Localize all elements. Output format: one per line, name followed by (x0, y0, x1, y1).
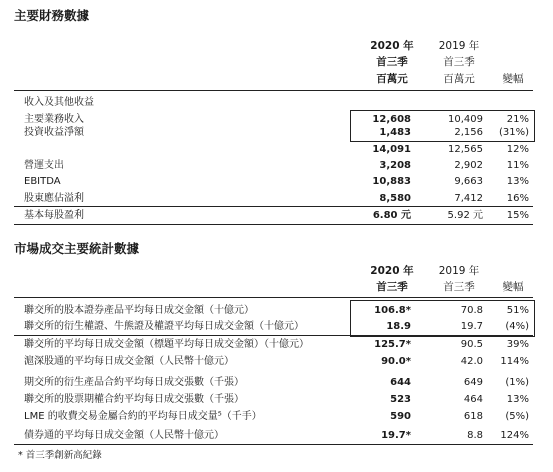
value-2019: 8.8 (467, 430, 483, 441)
subtotal-change: 12% (506, 144, 529, 155)
row-label: 主要業務收入 (24, 114, 84, 125)
value-change: 16% (506, 193, 529, 204)
value-2019: 5.92 元 (447, 210, 483, 221)
value-change: (4%) (505, 321, 529, 332)
row-label: 股東應佔溢利 (24, 193, 84, 204)
value-2019: 42.0 (460, 356, 483, 367)
subtotal-2020: 14,091 (372, 144, 411, 155)
header-2020-period: 首三季 (376, 56, 408, 68)
footnote: * 首三季創新高紀錄 (18, 450, 102, 461)
financial-header-rule (14, 90, 533, 91)
value-2020: 644 (390, 377, 411, 388)
market-header-rule (14, 297, 533, 298)
value-2020: 19.7* (381, 430, 411, 441)
value-2019: 19.7 (460, 321, 483, 332)
row-label: 債券通的平均每日成交金額（人民幣十億元） (24, 430, 224, 441)
value-2020: 125.7* (374, 339, 411, 350)
header-change: 變幅 (502, 281, 524, 293)
financial-row-rule (14, 206, 533, 207)
value-2019: 464 (463, 394, 483, 405)
value-2020: 590 (390, 411, 411, 422)
financial-section-title: 主要財務數據 (14, 8, 90, 23)
value-2019: 649 (463, 377, 483, 388)
row-label: 投資收益淨額 (24, 127, 84, 138)
row-label: 期交所的衍生產品合約平均每日成交張數（千張） (24, 377, 244, 388)
row-label: 基本每股盈利 (24, 210, 84, 221)
row-label: 聯交所的平均每日成交金額（標題平均每日成交金額）（十億元） (24, 339, 309, 350)
header-2020-period: 首三季 (376, 281, 408, 293)
value-2019: 70.8 (460, 305, 483, 316)
value-change: (5%) (505, 411, 529, 422)
value-change: 11% (506, 160, 529, 171)
row-label: LME 的收費交易金屬合約的平均每日成交量⁵（千手） (24, 411, 262, 422)
value-2019: 9,663 (454, 176, 483, 187)
value-2020: 3,208 (379, 160, 411, 171)
row-label: 營運支出 (24, 160, 64, 171)
value-change: 124% (500, 430, 529, 441)
value-2019: 7,412 (454, 193, 483, 204)
value-2019: 618 (463, 411, 483, 422)
value-2020: 1,483 (379, 127, 411, 138)
value-change: 21% (506, 114, 529, 125)
subtotal-2019: 12,565 (448, 144, 483, 155)
value-2020: 10,883 (372, 176, 411, 187)
value-2020: 106.8* (374, 305, 411, 316)
section-label-income: 收入及其他收益 (24, 97, 94, 108)
header-2020-year: 2020 年 (370, 40, 414, 52)
value-2019: 2,156 (454, 127, 483, 138)
value-change: 39% (506, 339, 529, 350)
row-label: 聯交所的股本證券產品平均每日成交金額（十億元） (24, 305, 254, 316)
value-change: (31%) (498, 127, 529, 138)
value-change: 13% (506, 394, 529, 405)
header-change: 變幅 (502, 73, 524, 85)
header-2020-year: 2020 年 (370, 265, 414, 277)
row-label: 聯交所的股票期權合約平均每日成交張數（千張） (24, 394, 244, 405)
market-row-rule (14, 335, 533, 336)
value-2020: 8,580 (379, 193, 411, 204)
value-2020: 523 (390, 394, 411, 405)
value-2020: 6.80 元 (372, 210, 411, 221)
row-label: 滬深股通的平均每日成交金額（人民幣十億元） (24, 356, 234, 367)
value-2019: 90.5 (460, 339, 483, 350)
value-2020: 18.9 (386, 321, 411, 332)
value-change: 114% (500, 356, 529, 367)
header-2019-year: 2019 年 (438, 265, 480, 277)
financial-bottom-rule (14, 224, 533, 225)
row-label: 聯交所的衍生權證、牛熊證及權證平均每日成交金額（十億元） (24, 321, 304, 332)
value-2020: 12,608 (372, 114, 411, 125)
value-change: 51% (506, 305, 529, 316)
header-2019-period: 首三季 (443, 56, 475, 68)
value-2019: 10,409 (448, 114, 483, 125)
row-label: EBITDA (24, 176, 61, 187)
market-section-title: 市場成交主要統計數據 (14, 241, 140, 256)
value-2020: 90.0* (381, 356, 411, 367)
header-2019-year: 2019 年 (438, 40, 480, 52)
value-change: 15% (506, 210, 529, 221)
value-change: 13% (506, 176, 529, 187)
value-change: (1%) (505, 377, 529, 388)
header-2019-unit: 百萬元 (443, 73, 475, 85)
market-bottom-rule (14, 444, 533, 445)
value-2019: 2,902 (454, 160, 483, 171)
header-2020-unit: 百萬元 (376, 73, 408, 85)
header-2019-period: 首三季 (443, 281, 475, 293)
